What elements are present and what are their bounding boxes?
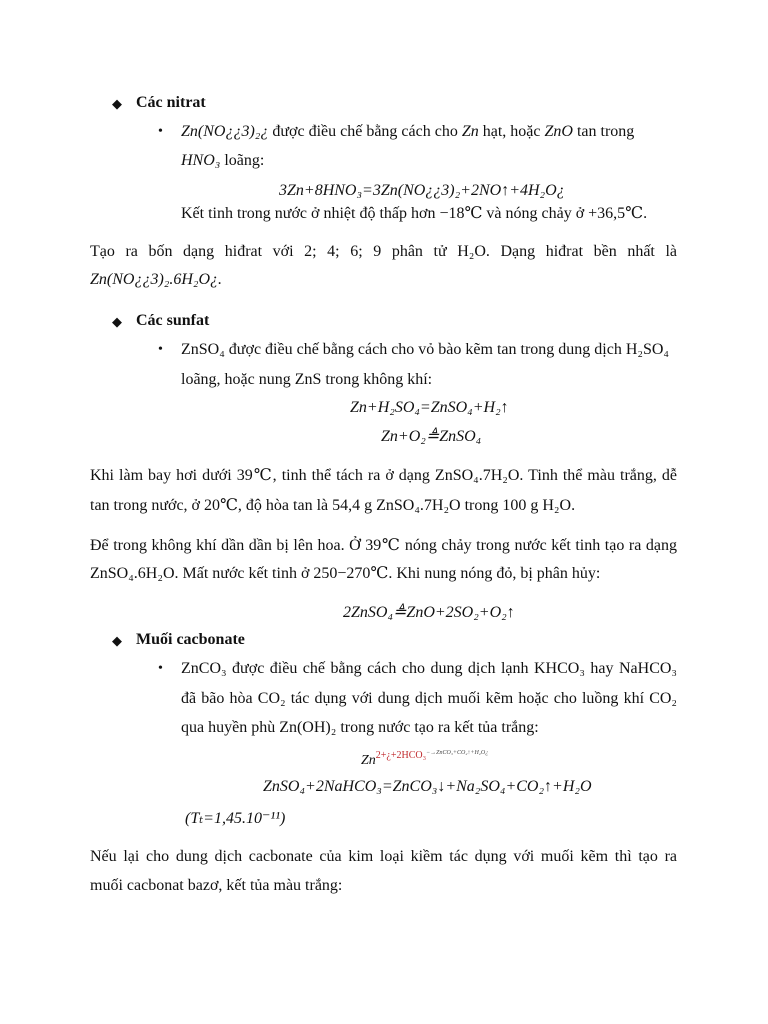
nitrat-bullet-line1: Zn(NO¿¿3)₂¿ được điều chế bằng cách cho Zn hạt, hoặc ZnO tan trong xyxy=(181,123,635,140)
nitrat-bullet-line2: HNO₃ loãng: xyxy=(181,152,265,169)
equation-sunfat-3: 2ZnSO₄≜ZnO+2SO₂+O₂↑ xyxy=(343,604,515,621)
sunfat-bullet-line2: loãng, hoặc nung ZnS trong không khí: xyxy=(181,371,433,388)
nitrat-para1-line2: Zn(NO¿¿3)₂.6H₂O¿. xyxy=(90,271,223,288)
heading-sunfat: Các sunfat xyxy=(136,312,210,329)
diamond-bullet-icon: ◆ xyxy=(112,96,122,111)
cacbonate-para1-line1: Nếu lại cho dung dịch cacbonate của kim loại kiềm tác dụng với muối kẽm thì tạo ra xyxy=(90,848,677,865)
sunfat-para1-line1: Khi làm bay hơi dưới 39℃, tinh thể tách ra ở dạng ZnSO₄.7H₂O. Tinh thể màu trắng, dễ xyxy=(90,467,677,484)
cacbonate-bullet-line2: đã bão hòa CO₂ tác dụng với dung dịch muối kẽm hoặc cho luồng khí CO₂ xyxy=(181,690,677,707)
sunfat-bullet-line1: ZnSO₄ được điều chế bằng cách cho vỏ bào kẽm tan trong dung dịch H₂SO₄ xyxy=(181,341,669,358)
equation-sunfat-2: Zn+O₂≜ZnSO₄ xyxy=(381,428,482,445)
solubility-product: (Tₜ=1,45.10⁻¹¹) xyxy=(185,810,286,827)
nitrat-para1-line1: Tạo ra bốn dạng hiđrat với 2; 4; 6; 9 phân tử H₂O. Dạng hiđrat bền nhất là xyxy=(90,243,677,260)
diamond-bullet-icon: ◆ xyxy=(112,633,122,648)
cacbonate-para1-line2: muối cacbonat bazơ, kết tủa màu trắng: xyxy=(90,877,343,894)
diamond-bullet-icon: ◆ xyxy=(112,314,122,329)
equation-cacbonate-small: $Zn^{2+¿+2HCO_3-\to ZnCO_3+CO_2↑+H_2O¿}$ xyxy=(361,750,489,768)
formula-zn-no3-2: Zn(NO¿¿3)₂¿ xyxy=(181,123,269,140)
bullet-icon: • xyxy=(158,124,163,139)
equation-cacbonate-1: ZnSO₄+2NaHCO₃=ZnCO₃↓+Na₂SO₄+CO₂↑+H₂O xyxy=(263,778,592,795)
equation-sunfat-1: Zn+H₂SO₄=ZnSO₄+H₂↑ xyxy=(350,399,509,416)
heading-cacbonate: Muối cacbonate xyxy=(136,631,245,648)
cacbonate-bullet-line1: ZnCO₃ được điều chế bằng cách cho dung dịch lạnh KHCO₃ hay NaHCO₃ xyxy=(181,660,677,677)
sunfat-para2-line2: ZnSO₄.6H₂O. Mất nước kết tinh ở 250−270℃. Khi nung nóng đỏ, bị phân hủy: xyxy=(90,565,601,582)
cacbonate-bullet-line3: qua huyền phù Zn(OH)₂ trong nước tạo ra kết tủa trắng: xyxy=(181,719,539,736)
sunfat-para1-line2: tan trong nước, ở 20℃, độ hòa tan là 54,4 g ZnSO₄.7H₂O trong 100 g H₂O. xyxy=(90,497,576,514)
bullet-icon: • xyxy=(158,661,163,676)
sunfat-para2-line1: Để trong không khí dần dần bị lên hoa. Ở 39℃ nóng chảy trong nước kết tinh tạo ra dạng xyxy=(90,537,677,554)
nitrat-line3: Kết tinh trong nước ở nhiệt độ thấp hơn −18℃ và nóng chảy ở +36,5℃. xyxy=(181,205,648,222)
heading-nitrat: Các nitrat xyxy=(136,94,206,111)
bullet-icon: • xyxy=(158,342,163,357)
equation-nitrat: 3Zn+8HNO₃=3Zn(NO¿¿3)₂+2NO↑+4H₂O¿ xyxy=(279,182,565,199)
